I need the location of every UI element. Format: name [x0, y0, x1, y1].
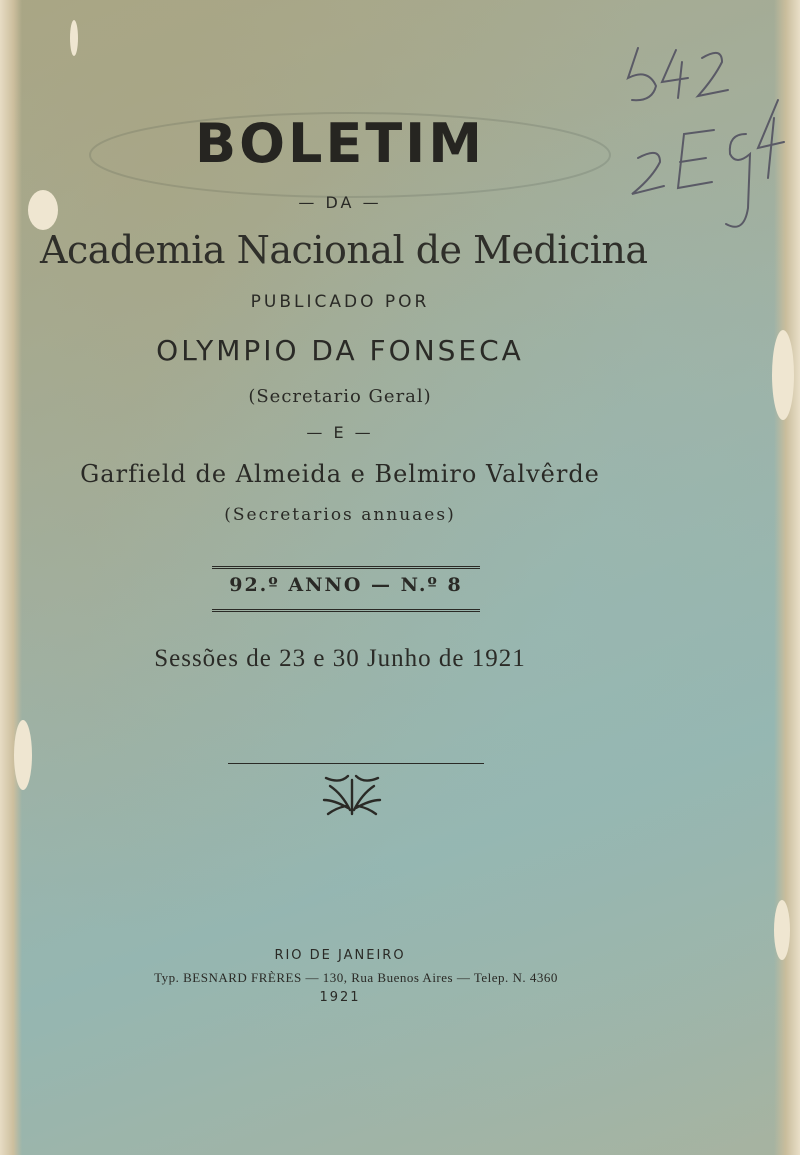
editors-secondary-role: (Secretarios annuaes): [224, 505, 456, 525]
year-number: 92.º ANNO — N.º 8: [229, 574, 463, 596]
publication-city: RIO DE JANEIRO: [274, 948, 406, 963]
pencil-annotation: [618, 38, 788, 238]
institution-name: Academia Nacional de Medicina: [40, 228, 648, 272]
paper-tear: [70, 20, 78, 56]
publication-year: 1921: [319, 990, 361, 1005]
paper-tear: [772, 330, 794, 420]
sessions-dates: Sessões de 23 e 30 Junho de 1921: [154, 645, 526, 672]
connector-e: — E —: [306, 423, 374, 442]
paper-tear: [774, 900, 790, 960]
paper-edge-left: [0, 0, 22, 1155]
editors-secondary-names: Garfield de Almeida e Belmiro Valvêrde: [80, 460, 600, 488]
divider-rule: [228, 763, 484, 764]
palmette-ornament-icon: [320, 770, 384, 818]
connector-da: — DA —: [298, 193, 382, 212]
bulletin-title: BOLETIM: [194, 112, 486, 175]
editor-main-name: OLYMPIO DA FONSECA: [156, 334, 524, 367]
paper-tear: [14, 720, 32, 790]
editor-main-role: (Secretario Geral): [248, 386, 432, 407]
published-by-label: PUBLICADO POR: [250, 292, 430, 312]
printer-imprint: Typ. BESNARD FRÈRES — 130, Rua Buenos Aires — Telep. N. 4360: [154, 970, 558, 985]
